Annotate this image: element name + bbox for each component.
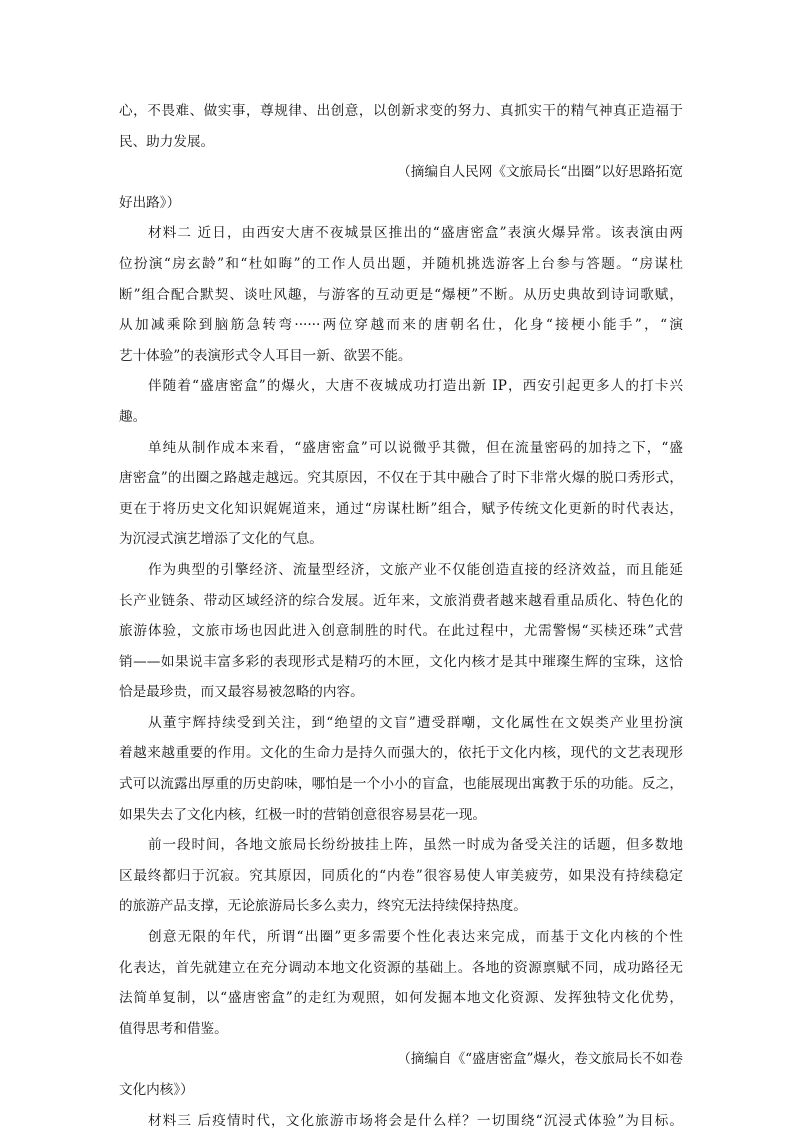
- paragraph-line: 式可以流露出厚重的历史韵味，哪怕是一个小小的盲盒，也能展现出寓教于乐的功能。反之，: [119, 776, 683, 793]
- paragraph-line: 销——如果说丰富多彩的表现形式是精巧的木匣，文化内核才是其中璀璨生辉的宝珠，这恰: [119, 653, 683, 670]
- paragraph-line: 趣。: [119, 408, 147, 425]
- material-two-heading-line: 材料二 近日，由西安大唐不夜城景区推出的“盛唐密盒”表演火爆异常。该表演由两: [148, 225, 683, 242]
- paragraph-line: 化表达，首先就建立在充分调动本地文化资源的基础上。各地的资源禀赋不同，成功路径无: [119, 959, 683, 976]
- paragraph-line: 伴随着“盛唐密盒”的爆火，大唐不夜城成功打造出新 IP，西安引起更多人的打卡兴: [148, 378, 683, 395]
- source-citation-line: 好出路》）: [119, 194, 181, 211]
- paragraph-line: 唐密盒”的出圈之路越走越远。究其原因，不仅在于其中融合了时下非常火爆的脱口秀形式，: [119, 470, 683, 487]
- paragraph-line: 从董宇辉持续受到关注，到“绝望的文盲”遭受群嘲，文化属性在文娱类产业里扮演: [148, 714, 683, 731]
- paragraph-line: 位扮演“房玄龄”和“杜如晦”的工作人员出题，并随机挑选游客上台参与答题。“房谋杜: [119, 255, 683, 272]
- paragraph-line: 心，不畏难、做实事，尊规律、出创意，以创新求变的努力、真抓实干的精气神真正造福于: [119, 103, 683, 119]
- paragraph-line: 长产业链条、带动区域经济的综合发展。近年来，文旅消费者越来越看重品质化、特色化的: [119, 592, 683, 609]
- paragraph-line: 艺十体验”的表演形式令人耳目一新、欲罢不能。: [119, 347, 412, 364]
- paragraph-line: 前一段时间，各地文旅局长纷纷披挂上阵，虽然一时成为备受关注的话题，但多数地: [148, 837, 683, 854]
- paragraph-line: 着越来越重要的作用。文化的生命力是持久而强大的，依托于文化内核，现代的文艺表现形: [119, 745, 683, 762]
- paragraph-line: 如果失去了文化内核，红极一时的营销创意很容易昙花一现。: [119, 806, 487, 823]
- paragraph-line: 从加减乘除到脑筋急转弯······两位穿越而来的唐朝名仕，化身“接梗小能手”，“演: [119, 317, 683, 334]
- paragraph-line: 更在于将历史文化知识娓娓道来，通过“房谋杜断”组合，赋予传统文化更新的时代表达，: [119, 500, 683, 517]
- material-three-heading-line: 材料三 后疫情时代，文化旅游市场将会是什么样？一切围绕“沉浸式体验”为目标。: [148, 1112, 683, 1129]
- paragraph-line: 区最终都归于沉寂。究其原因，同质化的“内卷”很容易使人审美疲劳，如果没有持续稳定: [119, 867, 683, 884]
- paragraph-line: 恰是最珍贵，而又最容易被忽略的内容。: [119, 684, 364, 701]
- source-citation-line: 文化内核》）: [119, 1082, 194, 1098]
- paragraph-line: 值得思考和借鉴。: [119, 1020, 228, 1037]
- paragraph-line: 的旅游产品支撑，无论旅游局长多么卖力，终究无法持续保持热度。: [119, 898, 527, 915]
- paragraph-line: 断”组合配合默契、谈吐风趣，与游客的互动更是“爆梗”不断。从历史典故到诗词歌赋，: [119, 286, 683, 303]
- paragraph-line: 为沉浸式演艺增添了文化的气息。: [119, 531, 323, 548]
- source-citation-line: （摘编自《“盛唐密盒”爆火，卷文旅局长不如卷: [397, 1051, 683, 1068]
- paragraph-line: 民、助力发展。: [119, 133, 215, 150]
- paragraph-line: 作为典型的引擎经济、流量型经济，文旅产业不仅能创造直接的经济效益，而且能延: [148, 561, 683, 578]
- paragraph-line: 创意无限的年代，所谓“出圈”更多需要个性化表达来完成，而基于文化内核的个性: [148, 929, 683, 946]
- paragraph-line: 旅游体验，文旅市场也因此进入创意制胜的时代。在此过程中，尤需警惕“买椟还珠”式营: [119, 623, 683, 640]
- source-citation-line: （摘编自人民网《文旅局长“出圈”以好思路拓宽: [397, 164, 683, 181]
- document-page: [119, 96, 683, 1136]
- paragraph-line: 单纯从制作成本来看，“盛唐密盒”可以说微乎其微，但在流量密码的加持之下，“盛: [148, 439, 683, 456]
- paragraph-line: 法简单复制，以“盛唐密盒”的走红为观照，如何发掘本地文化资源、发挥独特文化优势，: [119, 990, 683, 1007]
